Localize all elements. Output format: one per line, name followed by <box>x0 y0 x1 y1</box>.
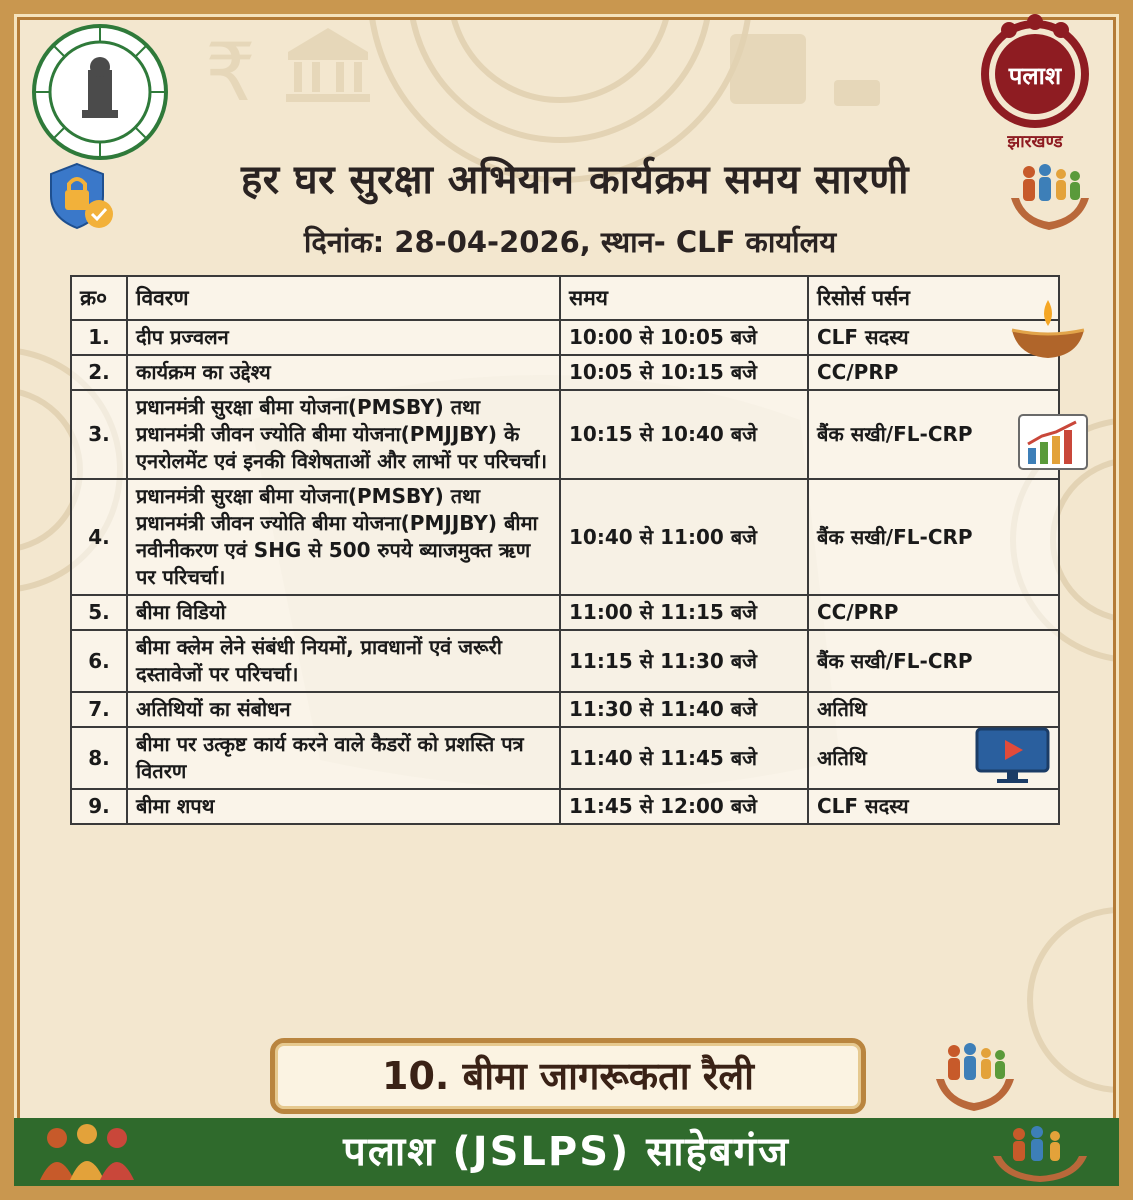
security-shield-icon <box>45 160 117 232</box>
row-number: 8. <box>71 727 127 789</box>
table-row <box>71 390 1059 479</box>
header-resource-person: रिसोर्स पर्सन <box>808 276 1059 320</box>
table-row <box>71 595 1059 630</box>
row-time: 11:15 से 11:30 बजे <box>560 630 808 692</box>
row-description: दीप प्रज्वलन <box>127 320 560 355</box>
row-number: 2. <box>71 355 127 390</box>
row-number: 3. <box>71 390 127 479</box>
row-number: 6. <box>71 630 127 692</box>
row-person: CLF सदस्य <box>808 320 1059 355</box>
table-row <box>71 320 1059 355</box>
row-time: 11:40 से 11:45 बजे <box>560 727 808 789</box>
awareness-rally-banner: 10. बीमा जागरूकता रैली <box>270 1038 866 1114</box>
row-person: बैंक सखी/FL-CRP <box>808 479 1059 595</box>
row-description: बीमा पर उत्कृष्ट कार्य करने वाले कैडरों को प्रशस्ति पत्र वितरण <box>127 727 560 789</box>
table-row <box>71 789 1059 824</box>
row-description: बीमा विडियो <box>127 595 560 630</box>
schedule-table <box>70 275 1060 825</box>
row-time: 10:05 से 10:15 बजे <box>560 355 808 390</box>
row-number: 4. <box>71 479 127 595</box>
row-number: 1. <box>71 320 127 355</box>
growth-chart-icon <box>1018 414 1088 470</box>
row-number: 7. <box>71 692 127 727</box>
table-row <box>71 727 1059 789</box>
row-number: 9. <box>71 789 127 824</box>
date-venue-line: दिनांक: 28-04-2026, स्थान- CLF कार्यालय <box>303 225 837 259</box>
row-description: प्रधानमंत्री सुरक्षा बीमा योजना(PMSBY) तथा प्रधानमंत्री जीवन ज्योति बीमा योजना(PMJJBY) बीमा नवीनीकरण एवं SHG से 500 रुपये ब्याजमुक्त ऋण पर परिचर्चा। <box>127 479 560 595</box>
row-person: बैंक सखी/FL-CRP <box>808 390 1059 479</box>
family-hands-icon <box>930 1035 1020 1115</box>
palash-logo-word: पलाश <box>1008 62 1062 90</box>
row-time: 10:15 से 10:40 बजे <box>560 390 808 479</box>
table-row <box>71 355 1059 390</box>
row-description: बीमा क्लेम लेने संबंधी नियमों, प्रावधानों एवं जरूरी दस्तावेजों पर परिचर्चा। <box>127 630 560 692</box>
row-person: CLF सदस्य <box>808 789 1059 824</box>
palash-logo-caption: झारखण्ड <box>1007 132 1063 152</box>
women-group-icon <box>22 1122 152 1182</box>
table-header-row <box>71 276 1059 320</box>
row-person: अतिथि <box>808 692 1059 727</box>
row-person: CC/PRP <box>808 595 1059 630</box>
row-time: 10:40 से 11:00 बजे <box>560 479 808 595</box>
palash-logo <box>975 12 1095 152</box>
row-time: 11:00 से 11:15 बजे <box>560 595 808 630</box>
row-number: 5. <box>71 595 127 630</box>
row-description: बीमा शपथ <box>127 789 560 824</box>
page-title: हर घर सुरक्षा अभियान कार्यक्रम समय सारणी <box>240 157 909 203</box>
family-hands-icon <box>1005 158 1095 233</box>
row-time: 11:30 से 11:40 बजे <box>560 692 808 727</box>
row-time: 11:45 से 12:00 बजे <box>560 789 808 824</box>
header-description: विवरण <box>127 276 560 320</box>
row-person: बैंक सखी/FL-CRP <box>808 630 1059 692</box>
row-person: CC/PRP <box>808 355 1059 390</box>
family-hands-icon <box>985 1122 1095 1182</box>
header-serial: क्र० <box>71 276 127 320</box>
footer-banner: पलाश (JSLPS) साहेबगंज <box>14 1118 1119 1186</box>
jharkhand-government-emblem <box>30 22 170 162</box>
table-row <box>71 692 1059 727</box>
row-person: अतिथि <box>808 727 1059 789</box>
table-row <box>71 630 1059 692</box>
row-description: कार्यक्रम का उद्देश्य <box>127 355 560 390</box>
table-row <box>71 479 1059 595</box>
diya-lamp-icon <box>1008 298 1088 360</box>
row-description: प्रधानमंत्री सुरक्षा बीमा योजना(PMSBY) तथा प्रधानमंत्री जीवन ज्योति बीमा योजना(PMJJBY) के एनरोलमेंट एवं इनकी विशेषताओं और लाभों पर परिचर्चा। <box>127 390 560 479</box>
svg-text:₹: ₹ <box>205 26 256 119</box>
video-screen-icon <box>975 727 1050 785</box>
row-description: अतिथियों का संबोधन <box>127 692 560 727</box>
row-time: 10:00 से 10:05 बजे <box>560 320 808 355</box>
header-time: समय <box>560 276 808 320</box>
